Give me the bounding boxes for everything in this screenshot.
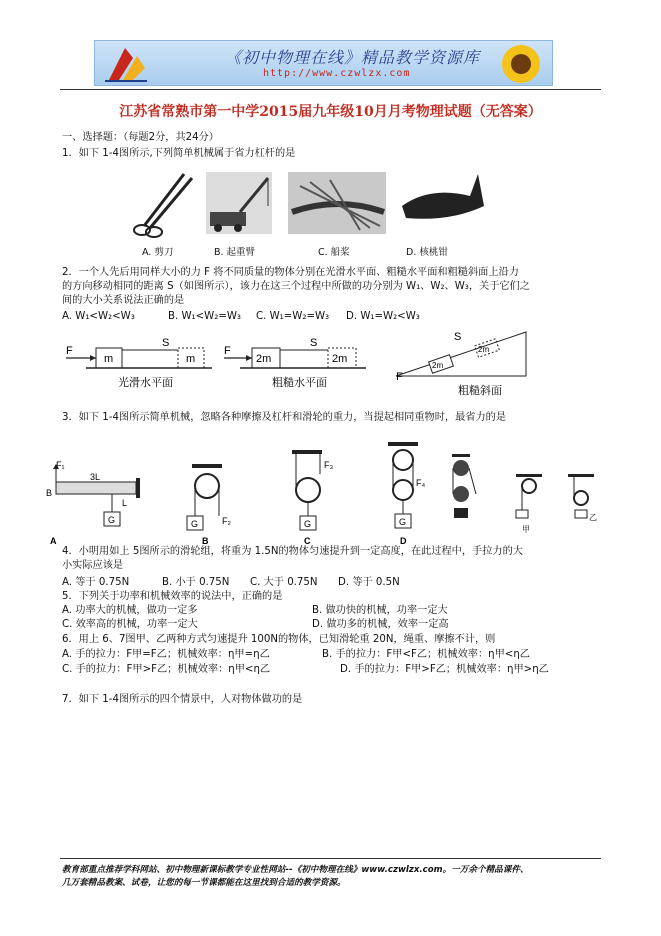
q3-3l-label: 3L [90,472,101,482]
q3-g-label-c: G [304,519,312,529]
q6-stem: 6．用上 6、7图甲、乙两种方式匀速提升 100N的物体，已知滑轮重 20N，绳重、摩擦不计，则 [62,634,496,645]
q4-option-c: C. 大于 0.75N [250,577,318,588]
lever-figure [46,460,140,546]
header-rule [60,89,601,90]
oar-figure [288,172,386,234]
q3-g-label-d: G [399,517,407,527]
q6-option-a: A. 手的拉力：F甲=F乙；机械效率：η甲=η乙 [62,649,270,660]
q6-option-b: B. 手的拉力：F甲<F乙；机械效率：η甲<η乙 [322,649,530,660]
q4-line-1: 4．小明用如上 5图所示的滑轮组，将重为 1.5N的物体匀速提升到一定高度，在此过程中，手拉力的大 [62,546,523,557]
q2-option-c: C. W₁=W₂=W₃ [256,311,330,322]
q1-caption-a: A. 剪刀 [142,247,174,258]
q3-b-label: B [46,488,53,498]
crane-figure [206,172,272,234]
q3-b2-label: B [202,536,209,546]
q2-option-d: D. W₁=W₂<W₃ [346,311,420,322]
q2-mass-label-2: 2m [256,353,272,365]
q3-g-label-a: G [108,515,116,525]
q7-stem: 7．如下 1-4图所示的四个情景中，人对物体做功的是 [62,694,303,705]
q1-stem: 1．如下 1-4图所示,下列简单机械属于省力杠杆的是 [62,148,296,159]
sunflower-icon [500,43,542,85]
smooth-surface-figure [66,337,212,389]
q3-f1-label: F₁ [56,460,65,470]
q2-mass-label-1b: m [186,353,196,365]
q2-force-label-3: F [396,371,403,383]
fig7-yi-pulley [568,474,597,522]
footer-line-2: 几万套精品教案、试卷，让您的每一节课都能在这里找到合适的教学资源。 [62,878,346,888]
q2-caption-2: 粗糙水平面 [272,377,327,389]
q2-mass-label-3: 2m [432,361,444,370]
q2-mass-label-2b: 2m [332,353,348,365]
footer-line-1: 教育部重点推荐学科网站、初中物理新课标教学专业性网站--《初中物理在线》www.czwlzx.com。一万余个精品课件、 [62,865,529,875]
fig5-pulley-block [452,454,476,518]
nutcracker-figure [396,172,486,234]
q3-yi-label: 乙 [589,513,597,522]
q2-line-1: 2．一个人先后用同样大小的力 F 将不同质量的物体分别在光滑水平面、粗糙水平面和粗糙斜面上沿力 [62,267,519,278]
q5-option-a: A. 功率大的机械，做功一定多 [62,605,198,616]
q2-option-b: B. W₁<W₂=W₃ [168,311,242,322]
q4-option-b: B. 小于 0.75N [162,577,230,588]
fig6-jia-pulley [516,474,542,534]
footer-rule [60,858,601,859]
q2-caption-3: 粗糙斜面 [458,385,502,397]
fixed-pulley-figure [187,464,231,546]
q2-figures [66,330,536,400]
q2-mass-label-1: m [104,353,114,365]
section-heading: 一、选择题：（每题2分，共24分） [62,132,219,143]
q3-f3-label: F₃ [324,460,334,470]
q2-option-a: A. W₁<W₂<W₃ [62,311,135,322]
rough-surface-figure [224,337,366,389]
q3-stem: 3．如下 1-4图所示简单机械，忽略各种摩擦及杠杆和滑轮的重力，当提起相同重物时，最省力的是 [62,412,507,423]
q2-force-label-2: F [224,345,231,357]
q3-a-label: A [50,536,57,546]
q3-g-label-b: G [191,519,199,529]
q4-line-2: 小实际应该是 [62,560,124,571]
q1-caption-b: B. 起重臂 [214,247,256,258]
q3-figures [44,440,614,546]
rough-incline-figure [396,331,526,397]
banner-title: 《初中物理在线》精品教学资源库 [225,48,481,67]
q2-distance-label-1: S [162,337,170,349]
q3-jia-label: 甲 [522,525,530,534]
q1-figures [130,166,510,240]
banner-url: http://www.czwlzx.com [263,68,411,79]
q5-stem: 5．下列关于功率和机械效率的说法中，正确的是 [62,591,283,602]
q4-option-a: A. 等于 0.75N [62,577,130,588]
q5-option-c: C. 效率高的机械，功率一定大 [62,619,198,630]
q3-l-label: L [122,498,128,508]
movable-pulley-figure [292,450,333,546]
q1-caption-d: D. 核桃钳 [406,247,448,258]
q2-mass-label-3b: 2m [478,345,490,354]
q3-f2-label: F₂ [222,516,231,526]
q3-f4-label: F₄ [416,478,426,488]
q2-distance-label-2: S [310,337,318,349]
site-logo-icon [103,44,149,84]
scissors-figure [134,174,192,237]
q6-option-d: D. 手的拉力：F甲>F乙；机械效率：η甲>η乙 [340,664,549,675]
q2-line-3: 间的大小关系说法正确的是 [62,295,185,306]
q2-force-label-1: F [66,345,73,357]
q1-caption-c: C. 船桨 [318,247,350,258]
pulley-block-figure [388,442,425,546]
q3-d-label: D [400,536,407,546]
q4-option-d: D. 等于 0.5N [338,577,400,588]
q5-option-d: D. 做功多的机械，效率一定高 [312,619,449,630]
q6-option-c: C. 手的拉力：F甲>F乙；机械效率：η甲<η乙 [62,664,271,675]
q2-distance-label-3: S [454,331,462,343]
q5-option-b: B. 做功快的机械，功率一定大 [312,605,448,616]
q3-c-label: C [304,536,311,546]
doc-title: 江苏省常熟市第一中学2015届九年级10月月考物理试题（无答案） [119,104,542,120]
q2-caption-1: 光滑水平面 [118,377,173,389]
header-banner [94,40,553,86]
q2-line-2: 的方向移动相同的距离 S（如图所示），该力在这三个过程中所做的功分别为 W₁、W₂、W₃，关于它们之 [62,281,530,292]
